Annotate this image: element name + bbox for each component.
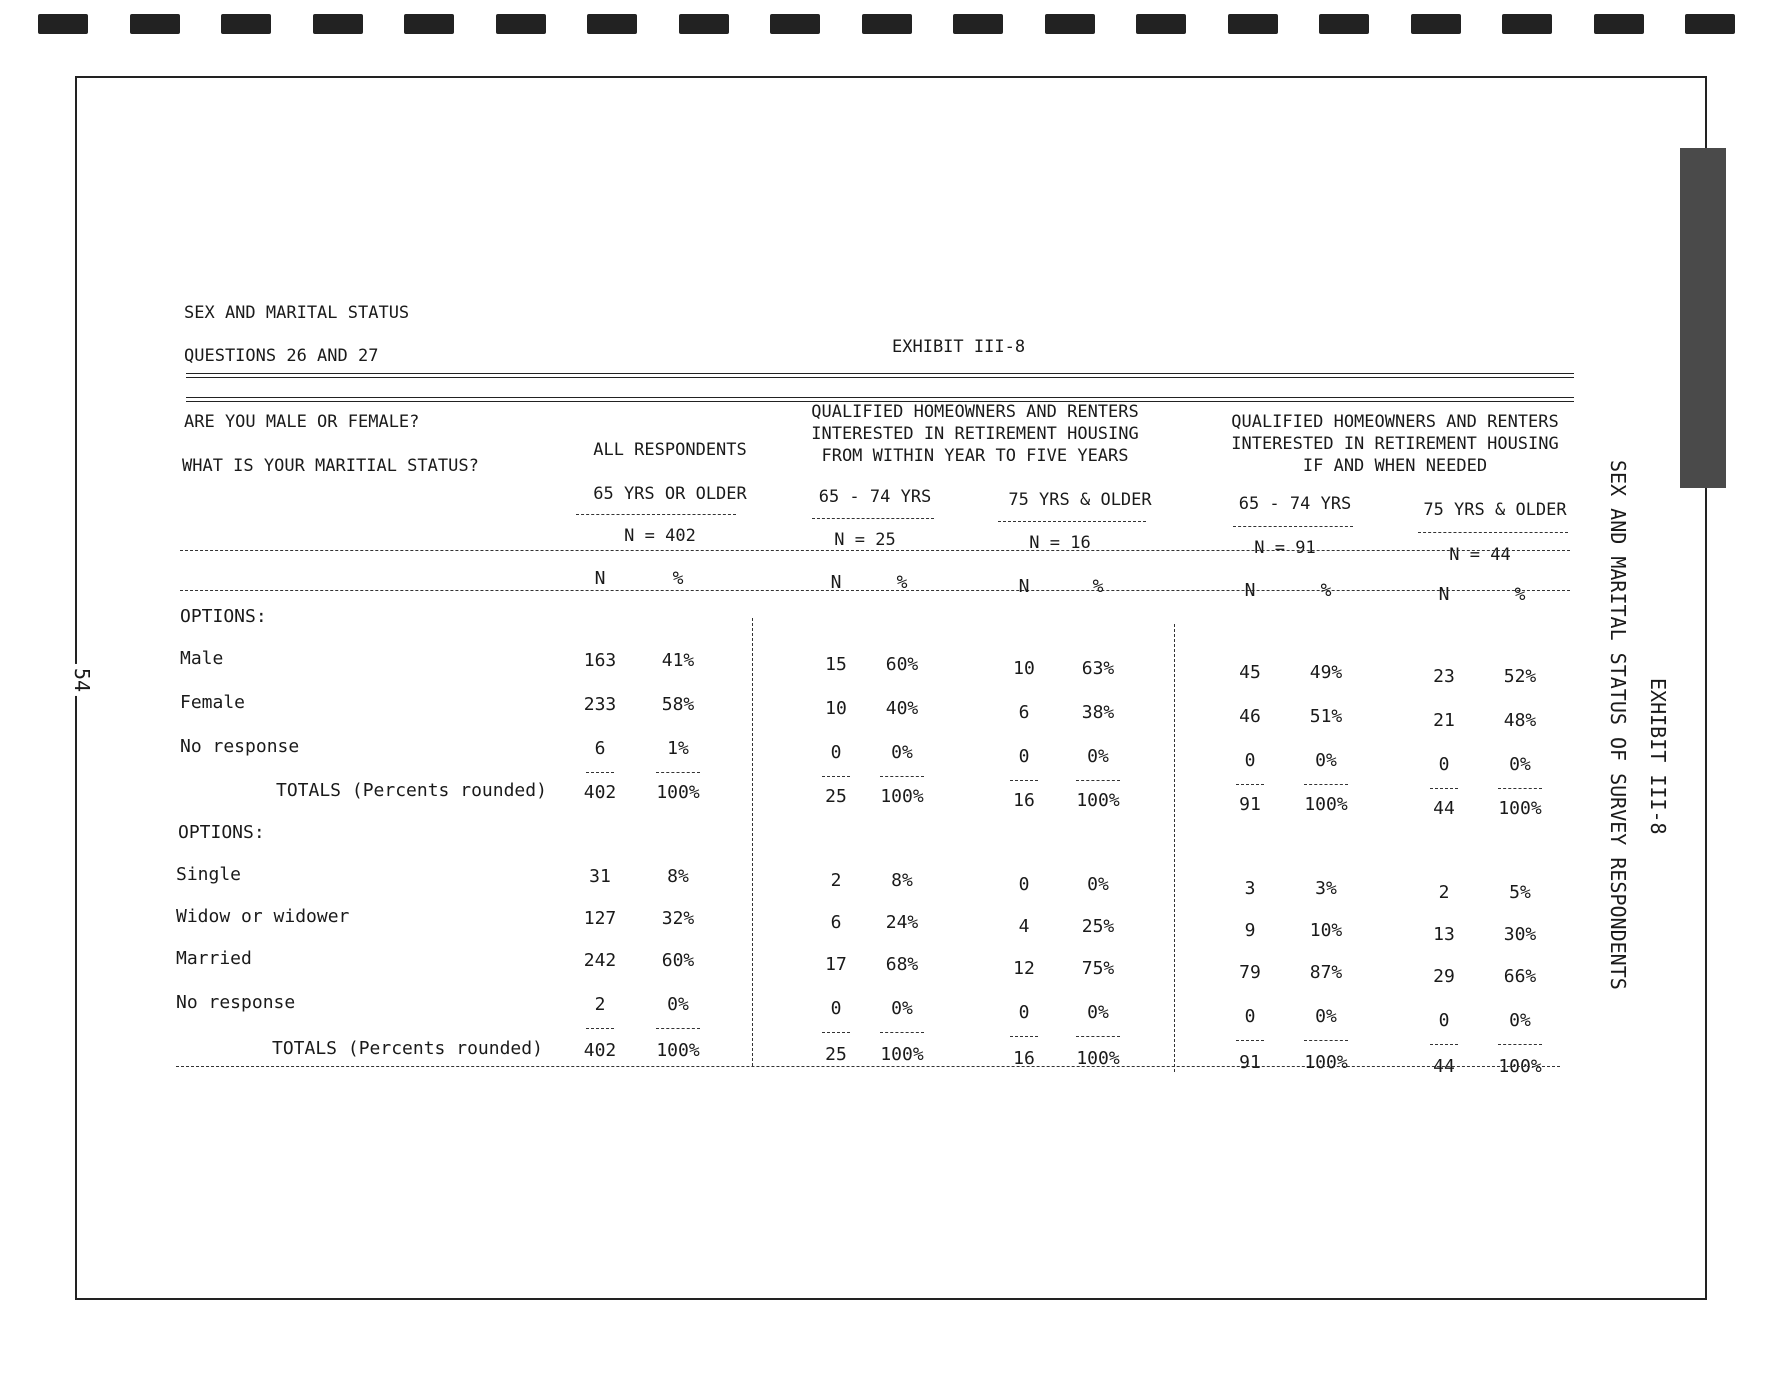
table-cell: 127 [583,908,617,929]
within-n-75: N = 16 [1029,533,1091,553]
column-divider-2 [1174,624,1175,1072]
total-cell: 91 [1239,794,1261,815]
sum-underline [1236,784,1264,785]
sum-underline [1076,1036,1120,1037]
double-rule [186,373,1574,378]
table-cell: 0 [1018,1002,1030,1023]
table-cell: 8% [891,870,913,891]
percent-header: % [1092,576,1104,597]
needed-n-75: N = 44 [1449,545,1511,565]
binder-holes [38,14,1748,36]
within-title-line-1: QUALIFIED HOMEOWNERS AND RENTERS [811,402,1139,422]
table-cell: 3% [1315,878,1337,899]
table-cell: 3 [1244,878,1256,899]
percent-header: % [896,572,908,593]
table-cell: 0 [830,742,842,763]
total-cell: 44 [1433,798,1455,819]
table-cell: 5% [1509,882,1531,903]
row-label: No response [176,992,296,1013]
total-cell: 100% [880,786,924,807]
total-cell: 100% [1076,1048,1120,1069]
table-cell: 8% [667,866,689,887]
underline [1418,532,1568,533]
within-n-65-74: N = 25 [834,530,896,550]
table-cell: 0% [1087,874,1109,895]
underline [998,521,1146,522]
binder-hole [953,14,1003,34]
n-header: N [1244,580,1256,601]
binder-hole [1411,14,1461,34]
total-cell: 100% [1304,794,1348,815]
sum-underline [1498,1044,1542,1045]
sum-underline [656,772,700,773]
n-header: N [594,568,606,589]
table-cell: 0% [667,994,689,1015]
row-label: Female [180,692,246,713]
side-title: SEX AND MARITAL STATUS OF SURVEY RESPONDENTS [1606,460,1630,990]
n-header: N [1018,576,1030,597]
table-cell: 4 [1018,916,1030,937]
total-cell: 100% [656,782,700,803]
sum-underline [1430,788,1458,789]
binder-hole [38,14,88,34]
table-cell: 24% [885,912,919,933]
table-cell: 0 [1244,1006,1256,1027]
within-title-line-2: INTERESTED IN RETIREMENT HOUSING [811,424,1139,444]
table-cell: 58% [661,694,695,715]
all-respondents-n: N = 402 [624,526,696,546]
binder-hole [313,14,363,34]
table-cell: 38% [1081,702,1115,723]
options-label-2: OPTIONS: [178,822,265,843]
total-cell: 100% [656,1040,700,1061]
table-cell: 6 [594,738,606,759]
row-label: Single [176,864,242,885]
table-cell: 0% [1087,746,1109,767]
side-tab [1680,148,1726,488]
needed-title-line-3: IF AND WHEN NEEDED [1302,456,1488,476]
table-cell: 49% [1309,662,1343,683]
options-label-1: OPTIONS: [180,606,267,627]
binder-hole [1319,14,1369,34]
n-header: N [1438,584,1450,605]
sum-underline [880,776,924,777]
table-cell: 0 [830,998,842,1019]
underline [1233,526,1353,527]
within-age-65-74: 65 - 74 YRS [818,487,932,507]
within-title-line-3: FROM WITHIN YEAR TO FIVE YEARS [821,446,1129,466]
table-cell: 13 [1433,924,1455,945]
table-cell: 10% [1309,920,1343,941]
within-age-75: 75 YRS & OLDER [1008,490,1152,510]
binder-hole [221,14,271,34]
underline [812,518,934,519]
table-cell: 25% [1081,916,1115,937]
total-cell: 16 [1013,1048,1035,1069]
table-cell: 12 [1013,958,1035,979]
total-cell: 100% [1498,798,1542,819]
sum-underline [822,776,850,777]
total-cell: 100% [1498,1056,1542,1077]
table-cell: 6 [1018,702,1030,723]
needed-title-line-2: INTERESTED IN RETIREMENT HOUSING [1231,434,1559,454]
total-cell: 100% [1076,790,1120,811]
table-cell: 0 [1018,746,1030,767]
underline [576,514,736,515]
bottom-rule [176,1066,1560,1067]
table-cell: 15 [825,654,847,675]
binder-hole [1136,14,1186,34]
total-cell: 100% [880,1044,924,1065]
row-label: Widow or widower [176,906,350,927]
total-cell: 91 [1239,1052,1261,1073]
question-1: ARE YOU MALE OR FEMALE? [184,412,420,432]
sum-underline [822,1032,850,1033]
sum-underline [1304,784,1348,785]
binder-hole [770,14,820,34]
table-cell: 9 [1244,920,1256,941]
table-cell: 45 [1239,662,1261,683]
table-cell: 79 [1239,962,1261,983]
total-cell: 402 [583,1040,617,1061]
total-cell: 402 [583,782,617,803]
table-cell: 2 [830,870,842,891]
table-cell: 66% [1503,966,1537,987]
binder-hole [404,14,454,34]
sum-underline [586,1028,614,1029]
exhibit-title: EXHIBIT III-8 [892,337,1026,357]
sum-underline [1236,1040,1264,1041]
table-cell: 17 [825,954,847,975]
needed-age-75: 75 YRS & OLDER [1423,500,1567,520]
table-cell: 163 [583,650,617,671]
sum-underline [880,1032,924,1033]
table-cell: 0 [1244,750,1256,771]
all-respondents-age: 65 YRS OR OLDER [593,484,747,504]
column-divider-1 [752,618,753,1066]
table-cell: 51% [1309,706,1343,727]
table-cell: 0 [1018,874,1030,895]
table-cell: 10 [1013,658,1035,679]
needed-n-65-74: N = 91 [1254,538,1316,558]
section-title: SEX AND MARITAL STATUS [184,303,410,323]
table-cell: 87% [1309,962,1343,983]
questions-label: QUESTIONS 26 AND 27 [184,346,379,366]
percent-header: % [672,568,684,589]
table-cell: 0% [891,742,913,763]
table-cell: 0% [891,998,913,1019]
table-cell: 10 [825,698,847,719]
binder-hole [587,14,637,34]
header-rule-1 [180,550,1570,551]
table-cell: 75% [1081,958,1115,979]
page-number: 54 [70,664,94,696]
row-label: No response [180,736,300,757]
percent-header: % [1320,580,1332,601]
sum-underline [1430,1044,1458,1045]
table-cell: 63% [1081,658,1115,679]
row-label: Male [180,648,224,669]
n-header: N [830,572,842,593]
table-cell: 31 [589,866,611,887]
table-cell: 60% [661,950,695,971]
table-cell: 0% [1087,1002,1109,1023]
table-cell: 23 [1433,666,1455,687]
table-cell: 60% [885,654,919,675]
sum-underline [656,1028,700,1029]
table-cell: 242 [583,950,617,971]
binder-hole [1594,14,1644,34]
binder-hole [1502,14,1552,34]
row-label: Married [176,948,252,969]
totals-label: TOTALS (Percents rounded) [276,780,547,801]
table-cell: 30% [1503,924,1537,945]
table-cell: 0% [1509,1010,1531,1031]
table-cell: 41% [661,650,695,671]
table-cell: 52% [1503,666,1537,687]
totals-label: TOTALS (Percents rounded) [272,1038,543,1059]
binder-hole [496,14,546,34]
binder-hole [1045,14,1095,34]
table-cell: 2 [1438,882,1450,903]
table-cell: 21 [1433,710,1455,731]
table-cell: 1% [667,738,689,759]
total-cell: 25 [825,786,847,807]
total-cell: 100% [1304,1052,1348,1073]
needed-title-line-1: QUALIFIED HOMEOWNERS AND RENTERS [1231,412,1559,432]
table-cell: 46 [1239,706,1261,727]
total-cell: 25 [825,1044,847,1065]
table-cell: 40% [885,698,919,719]
sum-underline [586,772,614,773]
sum-underline [1076,780,1120,781]
binder-hole [130,14,180,34]
all-respondents-title: ALL RESPONDENTS [593,440,747,460]
table-cell: 6 [830,912,842,933]
sum-underline [1498,788,1542,789]
binder-hole [679,14,729,34]
table-cell: 0% [1315,750,1337,771]
question-2: WHAT IS YOUR MARITIAL STATUS? [182,456,479,476]
table-cell: 48% [1503,710,1537,731]
table-cell: 29 [1433,966,1455,987]
total-cell: 44 [1433,1056,1455,1077]
table-cell: 32% [661,908,695,929]
table-cell: 68% [885,954,919,975]
table-cell: 0 [1438,1010,1450,1031]
table-cell: 2 [594,994,606,1015]
side-exhibit-label: EXHIBIT III-8 [1646,678,1670,835]
table-cell: 0% [1315,1006,1337,1027]
sum-underline [1010,1036,1038,1037]
page-frame [75,76,1707,1300]
needed-age-65-74: 65 - 74 YRS [1238,494,1352,514]
sum-underline [1304,1040,1348,1041]
table-cell: 0 [1438,754,1450,775]
binder-hole [1228,14,1278,34]
binder-hole [1685,14,1735,34]
binder-hole [862,14,912,34]
total-cell: 16 [1013,790,1035,811]
percent-header: % [1514,584,1526,605]
table-cell: 0% [1509,754,1531,775]
sum-underline [1010,780,1038,781]
table-cell: 233 [583,694,617,715]
